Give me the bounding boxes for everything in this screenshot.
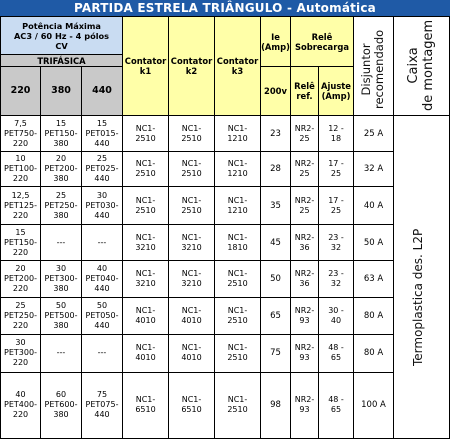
value-220-line: PET300- <box>4 348 37 358</box>
value-440-line: --- <box>97 348 107 358</box>
rele-ref-line: NR2- <box>294 232 315 242</box>
contator-k3-line: NC1- <box>227 268 248 278</box>
value-220-line: PET150- <box>4 237 37 247</box>
value-220-line: 40 <box>15 390 26 400</box>
rele-ref-cell <box>291 372 319 438</box>
contator-k1-line: NC1- <box>135 123 156 133</box>
contator-k3-label: Contator <box>216 56 259 66</box>
value-380-line: 20 <box>55 154 67 164</box>
ajuste-value-cell <box>319 116 354 152</box>
ajuste-value-line: 40 <box>330 315 342 325</box>
disjuntor-label: Disjuntor <box>359 43 373 96</box>
contator-k1-label: Contator <box>124 56 167 66</box>
ajuste-value-line: 12 - <box>328 123 344 133</box>
disjuntor-value-cell: 100 A <box>354 372 394 438</box>
contator-k3-line: 1210 <box>227 169 248 179</box>
ajuste-value-line: 23 - <box>328 268 344 278</box>
ajuste-value-cell <box>319 152 354 187</box>
ajuste-value-cell <box>319 334 354 372</box>
rele-ref-sublabel: ref. <box>296 91 313 102</box>
value-440-line: 75 <box>96 390 108 400</box>
contator-k3-line: NC1- <box>227 343 248 353</box>
value-380-cell <box>41 187 82 225</box>
value-220-line: 220 <box>12 174 29 184</box>
potencia-header <box>1 17 123 55</box>
contator-k2-line: 2510 <box>181 205 202 215</box>
value-220-line: 220 <box>12 138 29 148</box>
rele-ref-line: NR2- <box>294 195 315 205</box>
value-440-line: 440 <box>94 320 110 330</box>
contator-k1-line: NC1- <box>135 268 156 278</box>
value-220-line: 30 <box>15 338 26 348</box>
contator-k1-line: 4010 <box>135 353 156 363</box>
value-440-cell <box>82 297 123 334</box>
ajuste-value-line: 32 <box>330 242 342 252</box>
rele-ref-line: 36 <box>299 242 310 252</box>
ajuste-label: Ajuste <box>321 81 351 92</box>
caixa-value-cell <box>394 116 450 439</box>
value-380-line: PET600- <box>44 400 78 410</box>
contator-k1-cell <box>123 152 169 187</box>
value-220-line: 12,5 <box>11 190 30 200</box>
contator-k1-cell <box>123 334 169 372</box>
contator-k1-cell <box>123 187 169 225</box>
ajuste-value-cell <box>319 372 354 438</box>
value-380-line: PET500- <box>44 310 78 320</box>
value-440-cell <box>82 372 123 438</box>
value-380-line: --- <box>56 237 66 247</box>
contator-k3-cell <box>215 152 261 187</box>
table-row <box>1 225 450 261</box>
value-440-cell <box>82 152 123 187</box>
contator-k3-line: NC1- <box>227 232 248 242</box>
disjuntor-value-cell: 32 A <box>354 152 394 187</box>
ajuste-value-cell <box>319 261 354 297</box>
value-380-line: 380 <box>53 410 69 420</box>
contator-k3-header <box>215 17 261 116</box>
volt-440-header: 440 <box>82 67 123 116</box>
contator-k1-header <box>123 17 169 116</box>
value-440-line: 40 <box>96 263 108 273</box>
disjuntor-value-cell: 80 A <box>354 297 394 334</box>
ajuste-value-line: 65 <box>330 353 342 363</box>
value-440-line: 440 <box>94 174 110 184</box>
contator-k1-id: k1 <box>139 66 152 76</box>
contator-k2-line: NC1- <box>181 268 202 278</box>
value-440-cell <box>82 334 123 372</box>
ajuste-value-line: 32 <box>330 278 342 288</box>
value-220-line: PET400- <box>4 400 37 410</box>
rele-ref-line: NR2- <box>294 268 315 278</box>
contator-k2-line: NC1- <box>181 395 202 405</box>
contator-k1-cell <box>123 261 169 297</box>
disjuntor-value-cell: 80 A <box>354 334 394 372</box>
contator-k2-line: 4010 <box>181 353 202 363</box>
contator-k2-cell <box>169 152 215 187</box>
value-380-line: 380 <box>53 210 69 220</box>
value-380-cell <box>41 225 82 261</box>
contator-k2-line: 3210 <box>181 242 202 252</box>
disjuntor-header <box>354 17 394 116</box>
caixa-header <box>394 17 450 116</box>
contator-k3-line: NC1- <box>227 395 248 405</box>
disjuntor-value-cell: 25 A <box>354 116 394 152</box>
ajuste-value-line: 30 - <box>328 305 344 315</box>
spec-table <box>0 16 450 439</box>
value-380-line: 30 <box>55 263 67 273</box>
value-220-cell <box>1 116 41 152</box>
ajuste-value-cell <box>319 187 354 225</box>
contator-k1-cell <box>123 372 169 438</box>
ajuste-value-line: 17 - <box>328 159 344 169</box>
value-380-line: 380 <box>53 283 69 293</box>
contator-k3-cell <box>215 297 261 334</box>
value-440-line: 440 <box>94 138 110 148</box>
value-440-line: 440 <box>94 410 110 420</box>
contator-k3-line: NC1- <box>227 305 248 315</box>
value-380-cell <box>41 261 82 297</box>
contator-k2-cell <box>169 297 215 334</box>
ie-value-cell: 23 <box>261 116 291 152</box>
value-220-line: 220 <box>12 247 29 257</box>
table-row <box>1 187 450 225</box>
contator-k3-line: 1210 <box>227 205 248 215</box>
value-440-line: --- <box>97 237 107 247</box>
contator-k3-cell <box>215 372 261 438</box>
value-380-line: 380 <box>53 174 69 184</box>
value-440-line: 50 <box>96 300 108 310</box>
contator-k3-id: k3 <box>231 66 244 76</box>
value-440-line: PET030- <box>85 200 119 210</box>
value-220-line: 220 <box>12 358 29 368</box>
value-440-line: PET050- <box>85 310 119 320</box>
ajuste-value-line: 25 <box>330 205 342 215</box>
ajuste-value-line: 23 - <box>328 232 344 242</box>
value-380-line: --- <box>56 348 66 358</box>
value-440-line: 440 <box>94 210 110 220</box>
contator-k3-cell <box>215 225 261 261</box>
value-380-line: PET200- <box>44 164 78 174</box>
contator-k1-line: 3210 <box>135 278 156 288</box>
contator-k1-cell <box>123 116 169 152</box>
value-440-line: PET040- <box>85 273 119 283</box>
contator-k2-cell <box>169 372 215 438</box>
ie-label: Ie <box>271 31 280 42</box>
rele-ref-line: NR2- <box>294 305 315 315</box>
contator-k3-cell <box>215 187 261 225</box>
contator-k2-header <box>169 17 215 116</box>
rele-ref-cell <box>291 225 319 261</box>
table-row <box>1 334 450 372</box>
contator-k2-cell <box>169 187 215 225</box>
value-380-cell <box>41 116 82 152</box>
value-440-line: 30 <box>96 190 108 200</box>
value-440-line: 15 <box>96 118 108 128</box>
trifasica-header: TRIFÁSICA <box>1 55 123 67</box>
contator-k1-line: 4010 <box>135 315 156 325</box>
disjuntor-value-cell: 50 A <box>354 225 394 261</box>
value-380-line: PET150- <box>44 128 78 138</box>
value-440-cell <box>82 187 123 225</box>
potencia-line-1: Potência Máxima <box>22 20 101 31</box>
ie-value-cell: 45 <box>261 225 291 261</box>
value-380-line: 380 <box>53 138 69 148</box>
value-220-cell <box>1 372 41 438</box>
ie-value-cell: 28 <box>261 152 291 187</box>
contator-k3-cell <box>215 261 261 297</box>
value-220-line: PET750- <box>4 128 37 138</box>
value-380-line: PET250- <box>44 200 78 210</box>
value-220-cell <box>1 297 41 334</box>
contator-k1-line: NC1- <box>135 159 156 169</box>
contator-k1-line: 2510 <box>135 133 156 143</box>
rele-ref-label: Relê <box>294 81 315 92</box>
contator-k1-line: 3210 <box>135 242 156 252</box>
contator-k2-line: 3210 <box>181 278 202 288</box>
rele-ref-cell <box>291 152 319 187</box>
rele-label: Relê <box>311 31 333 42</box>
ie-unit: (Amp) <box>261 41 290 52</box>
rele-ref-line: 93 <box>299 315 310 325</box>
contator-k1-line: NC1- <box>135 395 156 405</box>
ie-voltage-header: 200v <box>261 67 291 116</box>
contator-k3-line: 2510 <box>227 353 248 363</box>
disjuntor-value-cell: 63 A <box>354 261 394 297</box>
value-440-line: 440 <box>94 283 110 293</box>
ajuste-value-cell <box>319 297 354 334</box>
contator-k3-line: NC1- <box>227 195 248 205</box>
value-380-cell <box>41 152 82 187</box>
contator-k2-cell <box>169 116 215 152</box>
value-220-line: 220 <box>12 320 29 330</box>
volt-220-header: 220 <box>1 67 41 116</box>
contator-k1-line: 2510 <box>135 169 156 179</box>
ajuste-value-cell <box>319 225 354 261</box>
contator-k1-line: NC1- <box>135 305 156 315</box>
rele-ref-line: NR2- <box>294 343 315 353</box>
contator-k2-line: 2510 <box>181 169 202 179</box>
contator-k2-line: NC1- <box>181 123 202 133</box>
volt-380-header: 380 <box>41 67 82 116</box>
caixa-sublabel: de montagem <box>421 19 436 111</box>
ajuste-header <box>319 67 354 116</box>
value-220-line: 20 <box>15 263 26 273</box>
value-440-line: 25 <box>96 154 108 164</box>
contator-k2-label: Contator <box>170 56 213 66</box>
ajuste-value-line: 65 <box>330 405 342 415</box>
ajuste-value-line: 48 - <box>328 395 344 405</box>
table-row <box>1 152 450 187</box>
value-440-line: PET025- <box>85 164 119 174</box>
contator-k2-line: NC1- <box>181 195 202 205</box>
value-220-cell <box>1 261 41 297</box>
value-380-line: 60 <box>55 390 67 400</box>
contator-k3-line: 1210 <box>227 133 248 143</box>
contator-k2-line: NC1- <box>181 159 202 169</box>
value-220-cell <box>1 334 41 372</box>
value-220-line: 25 <box>15 300 26 310</box>
potencia-line-2: AC3 / 60 Hz - 4 pólos <box>13 30 110 41</box>
value-220-line: PET100- <box>4 164 37 174</box>
contator-k3-line: 2510 <box>227 405 248 415</box>
contator-k2-cell <box>169 225 215 261</box>
ie-header <box>261 17 291 67</box>
table-title: PARTIDA ESTRELA TRIÂNGULO - Automática <box>0 0 450 16</box>
rele-ref-line: NR2- <box>294 159 315 169</box>
contator-k1-cell <box>123 297 169 334</box>
value-220-line: 15 <box>15 227 26 237</box>
rele-ref-cell <box>291 297 319 334</box>
ie-value-cell: 65 <box>261 297 291 334</box>
value-440-cell <box>82 225 123 261</box>
contator-k3-line: 2510 <box>227 278 248 288</box>
contator-k2-cell <box>169 261 215 297</box>
rele-ref-cell <box>291 261 319 297</box>
contator-k2-id: k2 <box>185 66 198 76</box>
rele-ref-cell <box>291 187 319 225</box>
table-row <box>1 261 450 297</box>
rele-ref-line: NR2- <box>294 123 315 133</box>
contator-k3-cell <box>215 334 261 372</box>
rele-ref-header <box>291 67 319 116</box>
rele-ref-line: 25 <box>299 133 310 143</box>
contator-k1-line: NC1- <box>135 232 156 242</box>
value-220-line: PET125- <box>4 200 37 210</box>
contator-k1-line: NC1- <box>135 343 156 353</box>
value-220-line: PET200- <box>4 273 37 283</box>
contator-k3-line: NC1- <box>227 123 248 133</box>
contator-k2-line: 4010 <box>181 315 202 325</box>
contator-k3-line: 1810 <box>227 242 248 252</box>
rele-header <box>291 17 354 67</box>
ajuste-value-line: 48 - <box>328 343 344 353</box>
value-440-cell <box>82 116 123 152</box>
rele-ref-line: NR2- <box>294 395 315 405</box>
value-220-line: PET250- <box>4 310 37 320</box>
caixa-label: Caixa <box>406 47 421 84</box>
contator-k2-line: 6510 <box>181 405 202 415</box>
rele-ref-line: 25 <box>299 169 310 179</box>
disjuntor-sublabel: recomendado <box>372 29 386 109</box>
value-440-line: PET015- <box>85 128 119 138</box>
ajuste-value-line: 25 <box>330 169 342 179</box>
value-220-cell <box>1 152 41 187</box>
value-220-line: 220 <box>12 410 29 420</box>
value-380-line: 50 <box>55 300 67 310</box>
table-row <box>1 116 450 152</box>
ajuste-unit: (Amp) <box>321 91 351 102</box>
contator-k1-line: 2510 <box>135 205 156 215</box>
rele-ref-cell <box>291 334 319 372</box>
value-380-line: 380 <box>53 320 69 330</box>
value-440-line: PET075- <box>85 400 119 410</box>
table-row <box>1 372 450 438</box>
contator-k2-line: NC1- <box>181 343 202 353</box>
ie-value-cell: 35 <box>261 187 291 225</box>
value-220-line: 10 <box>15 154 26 164</box>
rele-ref-line: 93 <box>299 353 310 363</box>
value-220-cell <box>1 187 41 225</box>
value-380-line: 25 <box>55 190 67 200</box>
rele-ref-line: 36 <box>299 278 310 288</box>
ajuste-value-line: 17 - <box>328 195 344 205</box>
contator-k3-line: 2510 <box>227 315 248 325</box>
contator-k2-line: NC1- <box>181 305 202 315</box>
rele-ref-line: 25 <box>299 205 310 215</box>
value-380-cell <box>41 372 82 438</box>
contator-k1-cell <box>123 225 169 261</box>
contator-k1-line: NC1- <box>135 195 156 205</box>
rele-sublabel: Sobrecarga <box>295 41 349 52</box>
value-380-cell <box>41 297 82 334</box>
value-440-cell <box>82 261 123 297</box>
ie-value-cell: 75 <box>261 334 291 372</box>
potencia-line-3: CV <box>55 40 68 51</box>
contator-k3-line: NC1- <box>227 159 248 169</box>
contator-k1-line: 6510 <box>135 405 156 415</box>
value-380-line: PET300- <box>44 273 78 283</box>
contator-k2-line: 2510 <box>181 133 202 143</box>
ie-value-cell: 50 <box>261 261 291 297</box>
value-220-line: 220 <box>12 283 29 293</box>
rele-ref-cell <box>291 116 319 152</box>
disjuntor-value-cell: 40 A <box>354 187 394 225</box>
contator-k3-cell <box>215 116 261 152</box>
table-row <box>1 297 450 334</box>
ie-value-cell: 98 <box>261 372 291 438</box>
value-380-cell <box>41 334 82 372</box>
value-380-line: 15 <box>55 118 67 128</box>
caixa-value: Termoplastica des. L2P <box>411 228 425 366</box>
rele-ref-line: 93 <box>299 405 310 415</box>
value-220-line: 7,5 <box>14 118 27 128</box>
value-220-line: 220 <box>12 210 29 220</box>
ajuste-value-line: 18 <box>330 133 342 143</box>
value-220-cell <box>1 225 41 261</box>
contator-k2-cell <box>169 334 215 372</box>
contator-k2-line: NC1- <box>181 232 202 242</box>
